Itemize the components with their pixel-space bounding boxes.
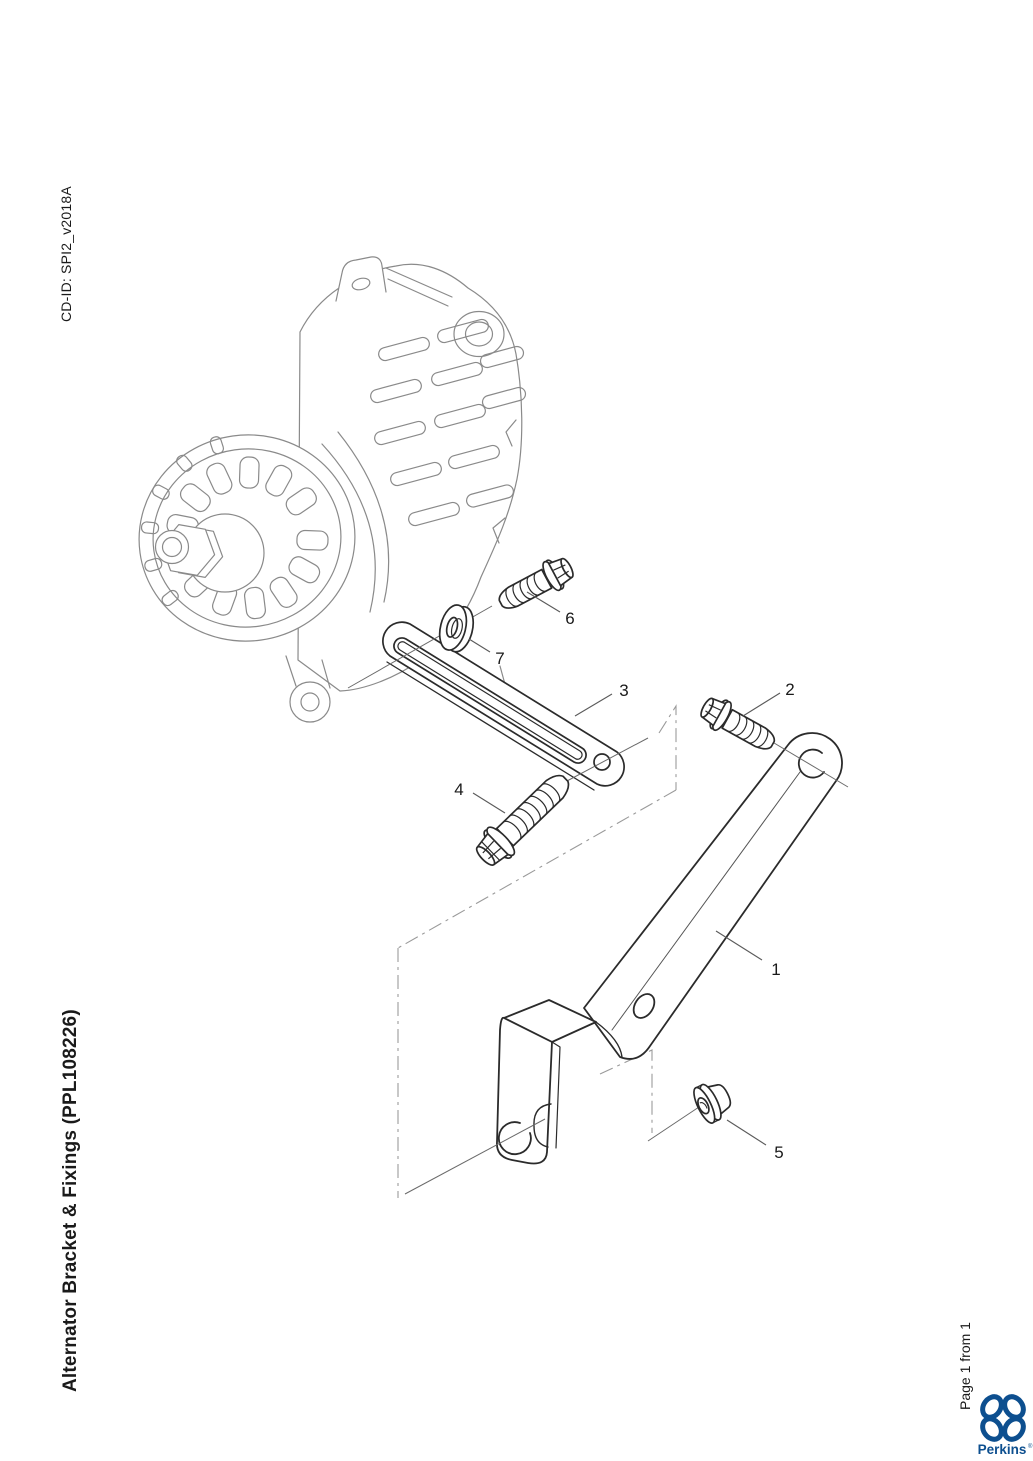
callout-label-4: 4 xyxy=(454,780,464,799)
page-indicator: Page 1 from 1 xyxy=(957,1322,973,1410)
leader-2 xyxy=(743,693,780,716)
leader-4 xyxy=(473,793,505,813)
bolt-6-part xyxy=(493,552,578,617)
cd-id-label: CD-ID: SPI2_v2018A xyxy=(58,186,74,322)
callout-label-6: 6 xyxy=(565,609,575,628)
leader-3 xyxy=(575,694,612,716)
leader-7 xyxy=(469,639,490,652)
perkins-logo-icon xyxy=(973,1392,1033,1460)
leader-5 xyxy=(727,1120,766,1145)
nut-5-part xyxy=(690,1076,736,1125)
perkins-trademark: ® xyxy=(1028,1444,1033,1450)
insertion-axis-lines xyxy=(348,606,848,1194)
bolt-4-part xyxy=(470,765,579,872)
page-title: Alternator Bracket & Fixings (PPL108226) xyxy=(60,1009,81,1392)
leader-1 xyxy=(716,931,762,960)
callout-label-7: 7 xyxy=(495,649,505,668)
callout-label-2: 2 xyxy=(785,680,795,699)
callout-label-1: 1 xyxy=(771,960,781,979)
bolt-2-part xyxy=(696,692,780,758)
alternator-drawing xyxy=(125,257,527,722)
callout-label-5: 5 xyxy=(774,1143,784,1162)
perkins-wordmark: Perkins xyxy=(977,1442,1027,1457)
callout-label-3: 3 xyxy=(619,681,629,700)
leader-6 xyxy=(527,592,560,612)
